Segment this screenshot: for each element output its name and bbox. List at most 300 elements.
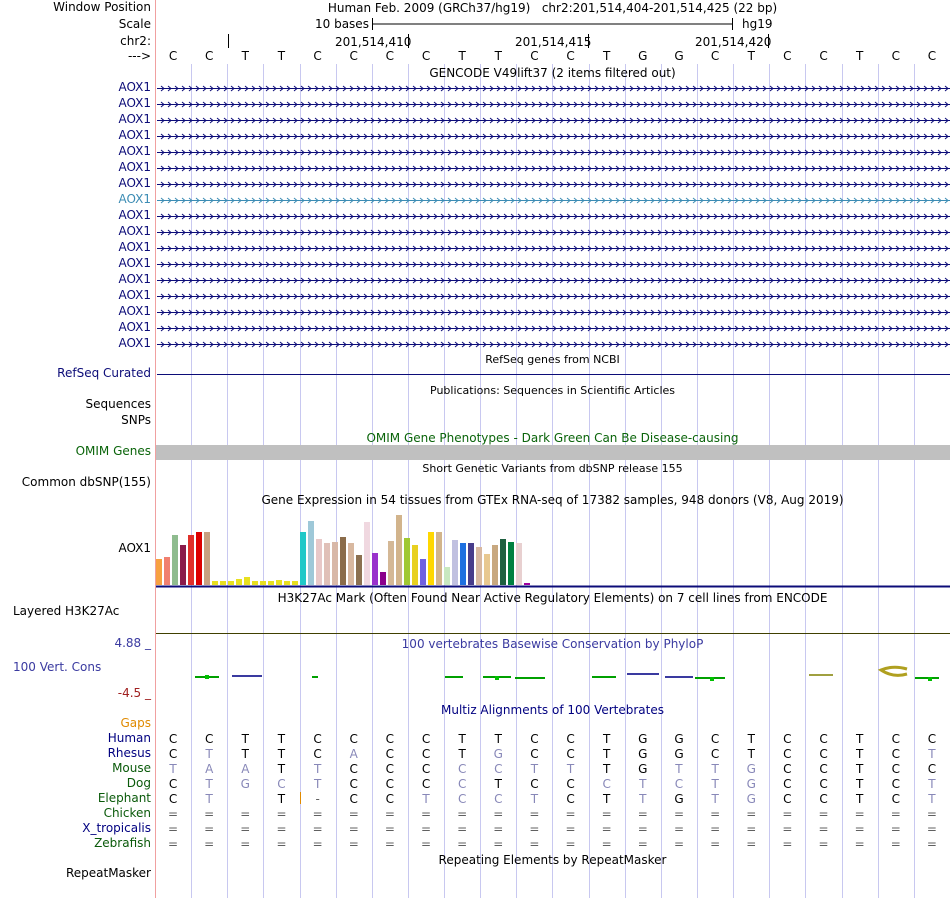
alignment-base: = xyxy=(312,837,323,851)
alignment-base: G xyxy=(674,732,684,746)
gtex-aox1-label[interactable]: AOX1 xyxy=(118,541,151,555)
ruler-tick-3: 201,514,420 xyxy=(695,35,772,49)
alignment-base: = xyxy=(168,822,179,836)
alignment-base: T xyxy=(458,732,466,746)
alignment-base: C xyxy=(819,747,828,761)
sequence-base: C xyxy=(891,49,900,63)
alignment-base: T xyxy=(675,762,683,776)
sequence-base: G xyxy=(674,49,684,63)
alignment-base: = xyxy=(746,807,757,821)
alignment-base: = xyxy=(637,822,648,836)
alignment-base: = xyxy=(420,837,432,851)
sequence-base: C xyxy=(530,49,539,63)
gtex-tissue-bar xyxy=(428,532,434,585)
alignment-base: G xyxy=(638,732,648,746)
alignment-base: C xyxy=(168,747,178,761)
sequence-base: T xyxy=(458,49,466,63)
alignment-base: = xyxy=(529,807,540,821)
alignment-base: = xyxy=(673,822,684,836)
alignment-base: G xyxy=(674,747,684,761)
alignment-base: = xyxy=(240,822,251,836)
gtex-tissue-bar xyxy=(252,581,258,585)
phylop-score-dot xyxy=(205,675,209,679)
alignment-base: T xyxy=(458,747,466,761)
alignment-base: = xyxy=(384,822,395,836)
publications-snps-label[interactable]: SNPs xyxy=(121,413,151,427)
alignment-base: C xyxy=(168,732,178,746)
gtex-tissue-bar xyxy=(276,580,282,585)
phylop-min-label: -4.5 _ xyxy=(117,686,151,700)
gencode-transcript-label[interactable]: AOX1 xyxy=(118,112,151,126)
alignment-base: C xyxy=(674,777,684,791)
sequence-base: C xyxy=(385,49,395,63)
alignment-base: = xyxy=(782,807,793,821)
gtex-tissue-bar xyxy=(380,572,386,585)
gtex-tissue-bar xyxy=(244,577,250,585)
gtex-tissue-bar xyxy=(492,545,498,585)
alignment-base: = xyxy=(348,807,359,821)
species-label[interactable]: Rhesus xyxy=(107,746,151,760)
alignment-base: = xyxy=(818,807,829,821)
alignment-base: = xyxy=(601,837,612,851)
phylop-max-label: 4.88 _ xyxy=(114,636,151,650)
alignment-base: = xyxy=(818,822,829,836)
alignment-base: T xyxy=(422,792,430,806)
alignment-base: = xyxy=(746,822,757,836)
alignment-base: = xyxy=(782,837,793,851)
gtex-tissue-bar xyxy=(460,543,466,585)
alignment-base: T xyxy=(855,732,864,746)
alignment-base: G xyxy=(674,792,684,806)
gtex-tissue-bar xyxy=(212,581,218,585)
alignment-base: = xyxy=(529,837,540,851)
species-label[interactable]: Chicken xyxy=(103,806,151,820)
alignment-base: = xyxy=(926,837,937,851)
alignment-base: = xyxy=(565,822,576,836)
alignment-base: C xyxy=(891,732,900,746)
gencode-transcript-label[interactable]: AOX1 xyxy=(118,208,151,222)
alignment-base: T xyxy=(928,777,936,791)
alignment-base: = xyxy=(420,807,432,821)
alignment-base: T xyxy=(530,792,539,806)
alignment-base: C xyxy=(385,747,395,761)
alignment-base: = xyxy=(312,822,323,836)
alignment-base: T xyxy=(530,762,539,776)
gtex-tissue-bar xyxy=(500,539,506,585)
gtex-tissue-bar xyxy=(476,547,482,585)
gencode-transcript-label[interactable]: AOX1 xyxy=(118,192,151,206)
alignment-base: G xyxy=(746,792,756,806)
alignment-base: = xyxy=(890,807,901,821)
gtex-tissue-bar xyxy=(372,553,378,585)
track-area[interactable] xyxy=(155,0,950,898)
alignment-base: = xyxy=(204,807,215,821)
gencode-title: GENCODE V49lift37 (2 items filtered out) xyxy=(429,66,676,80)
alignment-base: C xyxy=(385,792,395,806)
alignment-base: C xyxy=(710,747,720,761)
alignment-base: C xyxy=(385,777,395,791)
gtex-tissue-bar xyxy=(484,554,490,585)
alignment-base: = xyxy=(348,837,359,851)
alignment-base: A xyxy=(349,747,358,761)
gtex-tissue-bar xyxy=(300,532,306,585)
alignment-base: T xyxy=(639,792,647,806)
alignment-base: C xyxy=(819,792,828,806)
gtex-tissue-bar xyxy=(356,555,362,585)
alignment-base: T xyxy=(855,747,864,761)
alignment-base: C xyxy=(927,732,937,746)
gencode-transcript-label[interactable]: AOX1 xyxy=(118,304,151,318)
gencode-transcript-label[interactable]: AOX1 xyxy=(118,224,151,238)
gtex-tissue-bar xyxy=(236,579,242,585)
gencode-transcript-label[interactable]: AOX1 xyxy=(118,336,151,350)
alignment-base: = xyxy=(168,807,179,821)
alignment-base: = xyxy=(890,822,901,836)
alignment-base: T xyxy=(277,792,286,806)
alignment-base: C xyxy=(457,792,467,806)
refseq-title: RefSeq genes from NCBI xyxy=(485,353,620,366)
alignment-base: C xyxy=(421,762,431,776)
alignment-base: T xyxy=(566,762,575,776)
alignment-base: = xyxy=(276,822,287,836)
alignment-base: C xyxy=(385,762,395,776)
gencode-transcript-label[interactable]: AOX1 xyxy=(118,80,151,94)
gencode-transcript-label[interactable]: AOX1 xyxy=(118,288,151,302)
alignment-base: C xyxy=(421,747,431,761)
gtex-tissue-bar xyxy=(292,581,298,585)
alignment-base: C xyxy=(313,747,322,761)
chrom-label: chr2: xyxy=(120,34,151,48)
gencode-transcript-label[interactable]: AOX1 xyxy=(118,256,151,270)
alignment-base: = xyxy=(204,822,215,836)
alignment-base: = xyxy=(673,837,684,851)
phylop-score-dot xyxy=(495,676,499,680)
alignment-base: T xyxy=(928,747,936,761)
alignment-base: = xyxy=(601,807,612,821)
gencode-transcript-label[interactable]: AOX1 xyxy=(118,128,151,142)
alignment-base: C xyxy=(891,792,900,806)
repeatmasker-label[interactable]: RepeatMasker xyxy=(65,866,151,880)
alignment-base: C xyxy=(566,792,575,806)
alignment-base: T xyxy=(855,792,864,806)
position-range: chr2:201,514,404-201,514,425 (22 bp) xyxy=(541,1,778,15)
alignment-base: T xyxy=(205,792,213,806)
alignment-base: C xyxy=(819,777,828,791)
alignment-base: = xyxy=(926,822,937,836)
alignment-base: C xyxy=(530,732,539,746)
alignment-base: = xyxy=(529,822,540,836)
gtex-tissue-bar xyxy=(396,515,402,585)
alignment-base: C xyxy=(530,747,539,761)
phylop-score-dot xyxy=(710,677,714,681)
alignment-base: G xyxy=(240,777,250,791)
alignment-base: T xyxy=(747,747,755,761)
repeatmasker-title: Repeating Elements by RepeatMasker xyxy=(438,853,667,867)
alignment-base: T xyxy=(855,762,864,776)
alignment-base: = xyxy=(493,837,504,851)
alignment-base: T xyxy=(603,762,611,776)
alignment-base: C xyxy=(168,792,178,806)
alignment-base: T xyxy=(277,747,286,761)
sequence-base: C xyxy=(421,49,431,63)
alignment-base: = xyxy=(457,822,468,836)
alignment-base: T xyxy=(928,792,936,806)
alignment-base: = xyxy=(854,837,865,851)
alignment-base: C xyxy=(457,762,467,776)
alignment-base: = xyxy=(710,822,721,836)
alignment-base: C xyxy=(710,732,720,746)
alignment-base: C xyxy=(421,732,431,746)
alignment-base: = xyxy=(565,837,576,851)
alignment-base: C xyxy=(783,762,792,776)
layered-h3k27ac-label[interactable]: Layered H3K27Ac xyxy=(13,604,120,618)
alignment-base: T xyxy=(313,762,322,776)
alignment-base: T xyxy=(639,777,647,791)
gtex-tissue-bar xyxy=(404,538,410,585)
alignment-base: = xyxy=(493,807,504,821)
alignment-base: C xyxy=(566,747,575,761)
alignment-base: A xyxy=(241,762,250,776)
alignment-base: C xyxy=(819,732,828,746)
gtex-tissue-bar xyxy=(324,543,330,585)
omim-title: OMIM Gene Phenotypes - Dark Green Can Be Disease-causing xyxy=(366,431,739,445)
alignment-base: = xyxy=(240,807,251,821)
sequence-base: T xyxy=(241,49,249,63)
publications-sequences-label[interactable]: Sequences xyxy=(85,397,151,411)
sequence-base: T xyxy=(603,49,611,63)
alignment-base: G xyxy=(746,762,756,776)
gtex-tissue-bar xyxy=(420,559,426,585)
gtex-tissue-bar xyxy=(156,559,162,585)
alignment-base: T xyxy=(603,792,611,806)
alignment-base: C xyxy=(927,762,937,776)
alignment-base: T xyxy=(711,762,719,776)
sequence-base: T xyxy=(494,49,502,63)
alignment-base: = xyxy=(276,837,287,851)
alignment-base: = xyxy=(601,822,612,836)
publications-title: Publications: Sequences in Scientific Articles xyxy=(430,384,675,397)
gtex-tissue-bar xyxy=(508,542,514,585)
dbsnp-title: Short Genetic Variants from dbSNP release 155 xyxy=(422,462,683,475)
alignment-base: C xyxy=(457,777,467,791)
alignment-base: = xyxy=(420,822,432,836)
gtex-tissue-bar xyxy=(228,581,234,585)
gtex-tissue-bar xyxy=(452,540,458,585)
gtex-tissue-bar xyxy=(220,581,226,585)
sequence-base: T xyxy=(747,49,755,63)
gtex-tissue-bar xyxy=(180,545,186,585)
omim-gene-bar xyxy=(156,445,950,460)
window-position-label: Window Position xyxy=(53,0,151,14)
gencode-transcript-label[interactable]: AOX1 xyxy=(118,240,151,254)
sequence-base: T xyxy=(277,49,286,63)
gtex-tissue-bar xyxy=(188,535,194,585)
alignment-base: C xyxy=(349,732,358,746)
sequence-base: C xyxy=(819,49,828,63)
alignment-base: C xyxy=(783,792,792,806)
gencode-transcript-label[interactable]: AOX1 xyxy=(118,272,151,286)
phylop-peak-mark xyxy=(881,667,907,675)
refseq-curated-label[interactable]: RefSeq Curated xyxy=(57,366,151,380)
species-label[interactable]: Dog xyxy=(126,776,151,790)
species-label[interactable]: Zebrafish xyxy=(94,836,151,850)
alignment-base: G xyxy=(746,777,756,791)
alignment-base: T xyxy=(277,732,286,746)
multiz-title: Multiz Alignments of 100 Vertebrates xyxy=(440,703,665,717)
gencode-transcript-label[interactable]: AOX1 xyxy=(118,144,151,158)
gaps-label[interactable]: Gaps xyxy=(120,716,151,730)
alignment-base: T xyxy=(855,777,864,791)
alignment-base: = xyxy=(710,807,721,821)
phylop-score-dot xyxy=(928,677,932,681)
alignment-base: = xyxy=(348,822,359,836)
alignment-base: T xyxy=(711,792,719,806)
alignment-base: C xyxy=(891,747,900,761)
gencode-transcript-label[interactable]: AOX1 xyxy=(118,160,151,174)
alignment-base: C xyxy=(783,747,792,761)
alignment-base: C xyxy=(819,762,828,776)
omim-genes-label[interactable]: OMIM Genes xyxy=(75,444,151,458)
gtex-tissue-bar xyxy=(412,545,418,585)
gtex-tissue-bar xyxy=(436,532,442,585)
sequence-base: C xyxy=(205,49,214,63)
gtex-tissue-bar xyxy=(348,543,354,585)
scale-text: 10 bases xyxy=(315,17,369,31)
gtex-tissue-bar xyxy=(340,537,346,585)
alignment-base: C xyxy=(313,732,322,746)
alignment-base: C xyxy=(783,777,792,791)
alignment-base: C xyxy=(494,762,503,776)
position-title xyxy=(155,1,950,15)
alignment-base: G xyxy=(638,747,648,761)
ruler-tick-1: 201,514,410 xyxy=(335,35,412,49)
alignment-base: = xyxy=(565,807,576,821)
gtex-tissue-bar xyxy=(308,521,314,585)
alignment-base: T xyxy=(313,777,322,791)
alignment-base: C xyxy=(566,777,575,791)
alignment-base: C xyxy=(349,792,358,806)
alignment-base: C xyxy=(891,777,900,791)
gtex-tissue-bar xyxy=(284,581,290,585)
gencode-transcript-label[interactable]: AOX1 xyxy=(118,320,151,334)
alignment-base: = xyxy=(782,822,793,836)
alignment-base: - xyxy=(315,792,320,806)
sequence-base: C xyxy=(927,49,937,63)
ruler-tick-2: 201,514,415 xyxy=(515,35,592,49)
alignment-base: = xyxy=(673,807,684,821)
alignment-base: = xyxy=(890,837,901,851)
sequence-base: C xyxy=(566,49,575,63)
alignment-base: = xyxy=(818,837,829,851)
alignment-base: C xyxy=(602,777,611,791)
alignment-base: T xyxy=(711,777,719,791)
alignment-base: T xyxy=(205,777,213,791)
alignment-base: T xyxy=(241,732,249,746)
gtex-tissue-bar xyxy=(516,543,522,585)
sequence-base: C xyxy=(783,49,792,63)
sequence-base: C xyxy=(710,49,720,63)
track-label-column xyxy=(0,0,155,898)
sequence-base: C xyxy=(349,49,358,63)
gtex-tissue-bar xyxy=(172,535,178,585)
gtex-tissue-bar xyxy=(444,567,450,585)
db-label: hg19 xyxy=(742,17,773,31)
gencode-transcript-label[interactable]: AOX1 xyxy=(118,96,151,110)
alignment-base: = xyxy=(493,822,504,836)
alignment-base: C xyxy=(349,762,358,776)
alignment-base: C xyxy=(530,777,539,791)
alignment-base: = xyxy=(637,837,648,851)
alignment-base: = xyxy=(276,807,287,821)
alignment-base: T xyxy=(241,747,249,761)
species-label[interactable]: Elephant xyxy=(97,791,151,805)
strand-label[interactable]: ---> xyxy=(127,49,151,63)
vert-cons-label[interactable]: 100 Vert. Cons xyxy=(13,660,102,674)
gencode-transcript-label[interactable]: AOX1 xyxy=(118,176,151,190)
alignment-base: T xyxy=(277,762,286,776)
alignment-base: = xyxy=(637,807,648,821)
alignment-base: = xyxy=(457,807,468,821)
alignment-base: T xyxy=(494,777,502,791)
alignment-base: = xyxy=(457,837,468,851)
sequence-base: G xyxy=(638,49,648,63)
scale-label: Scale xyxy=(118,17,151,31)
alignment-base: C xyxy=(385,732,395,746)
assembly-title: Human Feb. 2009 (GRCh37/hg19) xyxy=(327,1,531,15)
alignment-base: = xyxy=(854,822,865,836)
sequence-base: C xyxy=(168,49,178,63)
gtex-tissue-bar xyxy=(524,583,530,585)
h3k27ac-title: H3K27Ac Mark (Often Found Near Active Regulatory Elements) on 7 cell lines from ENCODE xyxy=(277,591,828,605)
gtex-tissue-bar xyxy=(388,541,394,585)
gtex-tissue-bar xyxy=(164,557,170,585)
alignment-base: C xyxy=(891,762,900,776)
gtex-tissue-bar xyxy=(332,542,338,585)
alignment-base: = xyxy=(240,837,251,851)
gtex-tissue-bar xyxy=(260,581,266,585)
alignment-base: T xyxy=(494,732,502,746)
gtex-tissue-bar xyxy=(316,539,322,585)
alignment-base: G xyxy=(493,747,503,761)
gtex-tissue-bar xyxy=(268,581,274,585)
gtex-tissue-bar xyxy=(196,532,202,585)
alignment-base: = xyxy=(384,807,395,821)
alignment-base: C xyxy=(205,732,214,746)
alignment-base: = xyxy=(204,837,215,851)
alignment-base: T xyxy=(169,762,177,776)
alignment-base: C xyxy=(494,792,503,806)
common-dbsnp-label[interactable]: Common dbSNP(155) xyxy=(21,475,151,489)
alignment-base: = xyxy=(854,807,865,821)
species-label[interactable]: Human xyxy=(107,731,151,745)
sequence-base: T xyxy=(855,49,864,63)
alignment-base: = xyxy=(746,837,757,851)
alignment-base: T xyxy=(603,747,611,761)
alignment-base: = xyxy=(926,807,937,821)
species-label[interactable]: X_tropicalis xyxy=(82,821,151,835)
gtex-tissue-bar xyxy=(468,543,474,585)
alignment-base: A xyxy=(205,762,214,776)
sequence-base: C xyxy=(313,49,322,63)
species-label[interactable]: Mouse xyxy=(112,761,151,775)
alignment-base: T xyxy=(603,732,611,746)
alignment-base: T xyxy=(205,747,213,761)
alignment-base: C xyxy=(168,777,178,791)
alignment-base: = xyxy=(312,807,323,821)
alignment-base: C xyxy=(566,732,575,746)
alignment-base: C xyxy=(277,777,286,791)
alignment-base: G xyxy=(638,762,648,776)
